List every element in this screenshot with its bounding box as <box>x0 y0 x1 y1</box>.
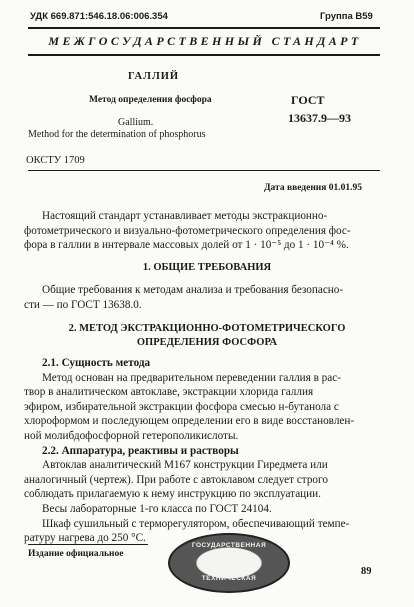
section-1-heading: 1. ОБЩИЕ ТРЕБОВАНИЯ <box>142 262 272 273</box>
text-line: Настоящий стандарт устанавливает методы экстракционно- <box>42 210 328 222</box>
okstu-code: ОКСТУ 1709 <box>26 155 85 166</box>
text-line: фотометрического и визуально-фотометрического определения фос- <box>24 224 351 237</box>
classification-group: Группа В59 <box>320 11 373 22</box>
text-line: Автоклав аналитический М167 конструкции Гиредмета или <box>42 459 328 472</box>
text-line: эфиром, избирательной экстракции фосфора смесью н-бутанола с <box>24 400 339 413</box>
page-number: 89 <box>361 566 372 577</box>
meta-rule <box>28 170 380 171</box>
english-subtitle: Method for the determination of phosphorus <box>28 129 206 140</box>
text-line: фора в галлии в интервале массовых долей от 1 · 10⁻⁵ до 1 · 10⁻⁴ %. <box>24 239 349 252</box>
gost-label: ГОСТ <box>291 93 325 107</box>
text-line: хлороформом и последующем определении его в виде восстановлен- <box>24 415 355 428</box>
text-line: ной молибдофосфорной гетерополикислоты. <box>24 429 239 442</box>
text-line: Весы лабораторные 1-го класса по ГОСТ 24104. <box>42 502 272 515</box>
section-2-heading-line-1: 2. МЕТОД ЭКСТРАКЦИОННО-ФОТОМЕТРИЧЕСКОГО <box>68 323 346 334</box>
section-2-1 <box>24 356 386 546</box>
edition-label: Издание официальное <box>28 549 124 559</box>
text-line: твор в аналитическом автоклаве, экстракции хлорида галлия <box>24 386 314 399</box>
subsection-heading: 2.1. Сущность метода <box>42 357 151 369</box>
text-line: соблюдать прилагаемую к нему инструкцию по эксплуатации. <box>24 488 321 501</box>
text-line: Общие требования к методам анализа и требования безопасно- <box>42 284 344 296</box>
effective-date: Дата введения 01.01.95 <box>264 183 363 193</box>
udk-code: УДК 669.871:546.18.06:006.354 <box>30 11 168 22</box>
library-stamp-icon: ГОСУДАРСТВЕННАЯ ТЕХНИЧЕСКАЯ <box>168 533 290 593</box>
text-line: ратуру нагрева до 250 °С. <box>24 532 146 545</box>
header-rule-top <box>28 27 380 29</box>
document-title: ГАЛЛИЙ <box>128 71 180 82</box>
text-line: Шкаф сушильный с терморегулятором, обеспечивающий темпе- <box>42 517 350 530</box>
header-rule-bottom <box>28 54 380 56</box>
english-title: Gallium. <box>118 117 154 128</box>
text-line: аналогичный (чертеж). При работе с автоклавом следует строго <box>24 473 328 486</box>
section-1-paragraph <box>24 283 386 312</box>
text-line: сти — по ГОСТ 13638.0. <box>24 298 142 311</box>
gost-number: 13637.9—93 <box>288 111 351 125</box>
subsection-heading: 2.2. Аппаратура, реактивы и растворы <box>42 444 239 457</box>
standard-banner: МЕЖГОСУДАРСТВЕННЫЙ СТАНДАРТ <box>48 34 362 48</box>
footer-rule <box>28 544 148 545</box>
intro-paragraph <box>24 209 386 253</box>
text-line: Метод основан на предварительном переведении галлия в рас- <box>42 371 341 384</box>
section-2-heading-line-2: ОПРЕДЕЛЕНИЯ ФОСФОРА <box>136 337 278 348</box>
document-subtitle: Метод определения фосфора <box>89 95 212 105</box>
